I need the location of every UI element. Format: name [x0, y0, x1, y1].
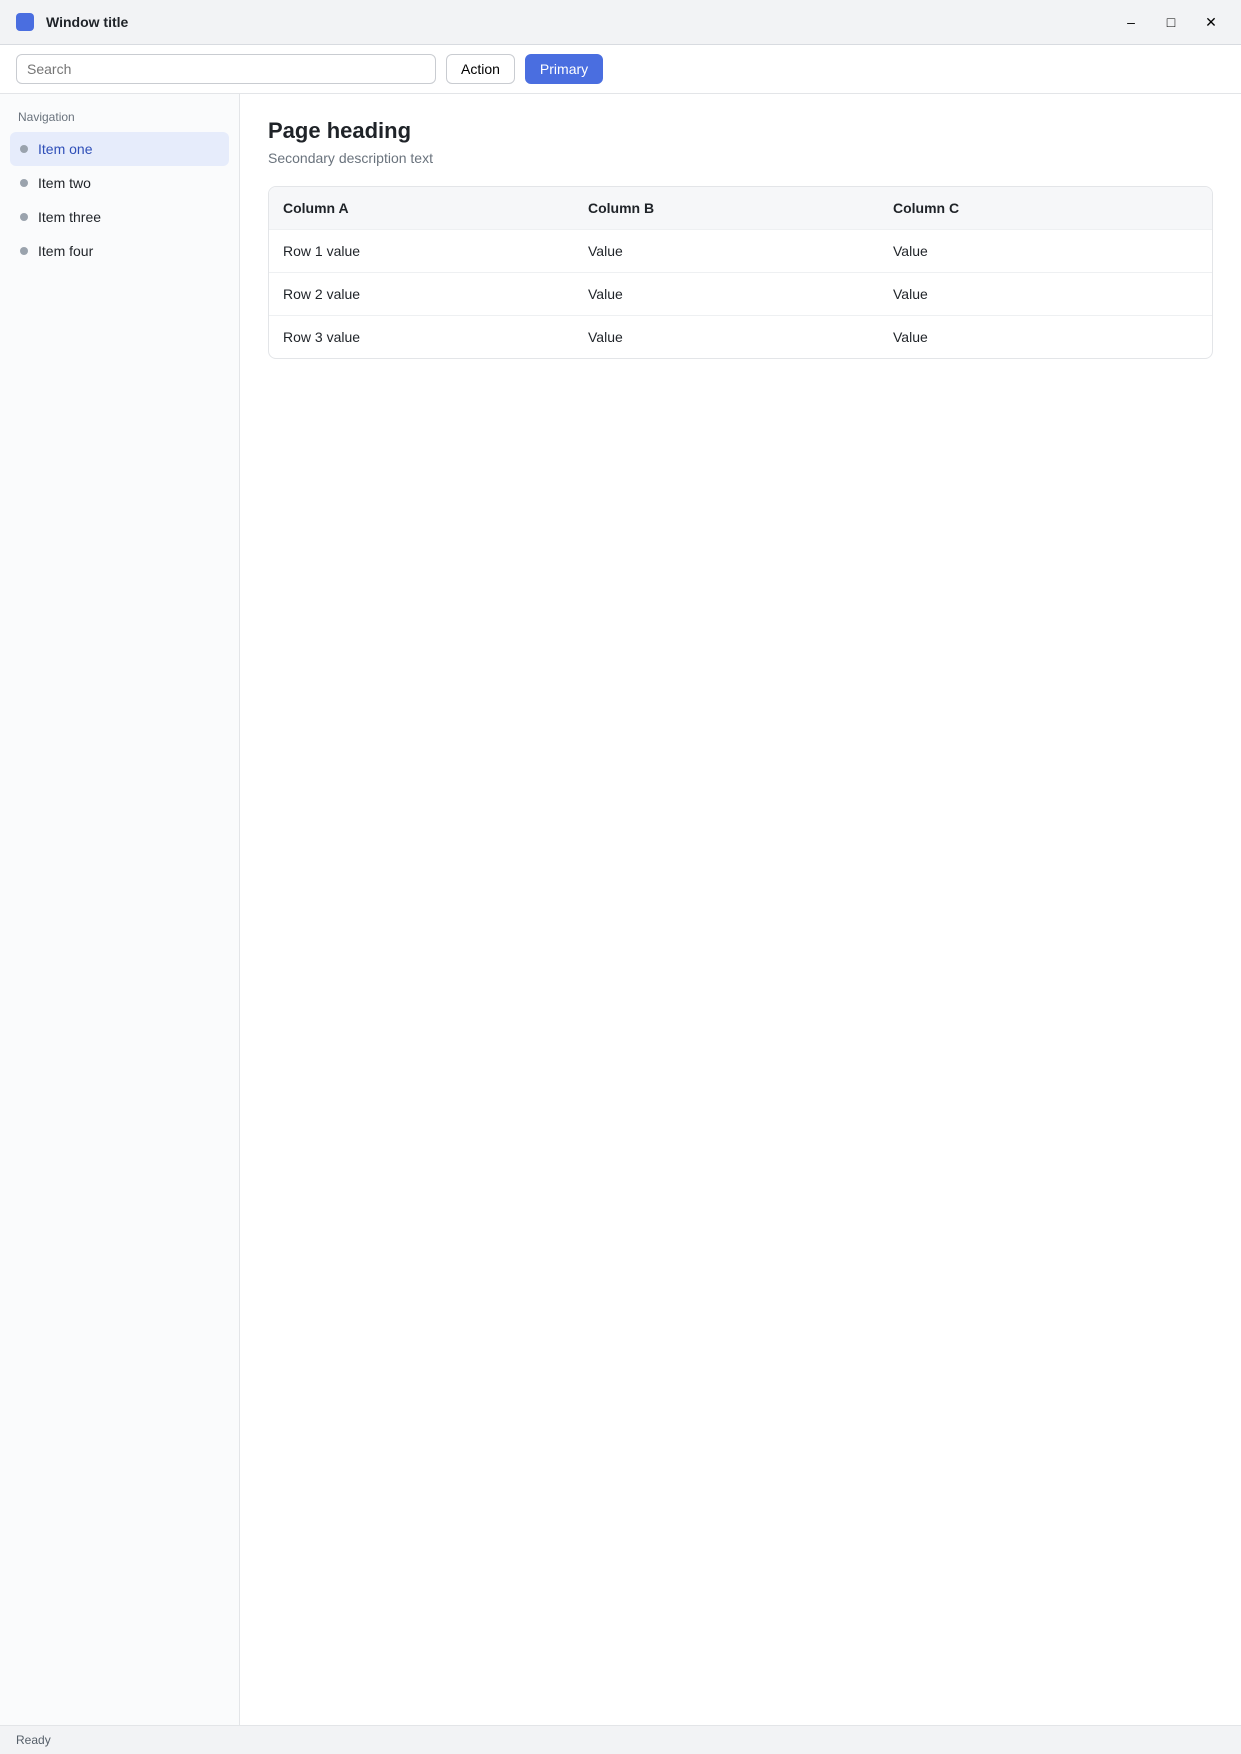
- column-header: Column C: [893, 200, 960, 216]
- sidebar-item[interactable]: [10, 200, 229, 234]
- app-icon: [16, 13, 34, 31]
- sidebar-item-label: Item four: [38, 243, 94, 259]
- table-cell: Row 1 value: [283, 243, 361, 259]
- window-title: Window title: [46, 14, 129, 30]
- table-cell: Value: [588, 329, 623, 345]
- bullet-icon: [20, 145, 28, 153]
- data-table: [268, 186, 1213, 359]
- minimize-button[interactable]: –: [1117, 10, 1145, 34]
- status-text: Ready: [16, 1733, 51, 1747]
- table-header: [269, 187, 1212, 229]
- sidebar-item-label: Item one: [38, 141, 93, 157]
- primary-button[interactable]: Primary: [525, 54, 603, 84]
- bullet-icon: [20, 179, 28, 187]
- title-bar: [0, 0, 1241, 45]
- sidebar-section-label: Navigation: [18, 110, 75, 124]
- page-title: Page heading: [268, 118, 412, 143]
- toolbar: [0, 45, 1241, 94]
- table-cell: Value: [588, 243, 623, 259]
- bullet-icon: [20, 247, 28, 255]
- maximize-button[interactable]: □: [1157, 10, 1185, 34]
- table-cell: Row 3 value: [283, 329, 361, 345]
- column-header: Column B: [588, 200, 655, 216]
- table-cell: Value: [588, 286, 623, 302]
- sidebar-item[interactable]: [10, 132, 229, 166]
- close-button[interactable]: ✕: [1197, 10, 1225, 34]
- search-input[interactable]: [16, 54, 436, 84]
- page-subtitle: Secondary description text: [268, 150, 433, 166]
- table-cell: Value: [893, 286, 928, 302]
- action-button[interactable]: Action: [446, 54, 515, 84]
- sidebar: [0, 94, 240, 1725]
- table-row[interactable]: [269, 229, 1212, 272]
- bullet-icon: [20, 213, 28, 221]
- column-header: Column A: [283, 200, 349, 216]
- table-row[interactable]: [269, 315, 1212, 358]
- main-panel: [240, 94, 1241, 1725]
- table-cell: Value: [893, 243, 928, 259]
- sidebar-item[interactable]: [10, 166, 229, 200]
- sidebar-item-label: Item three: [38, 209, 102, 225]
- content-area: [0, 94, 1241, 1725]
- table-cell: Row 2 value: [283, 286, 361, 302]
- sidebar-item-label: Item two: [38, 175, 91, 191]
- status-bar: [0, 1725, 1241, 1754]
- table-cell: Value: [893, 329, 928, 345]
- sidebar-item[interactable]: [10, 234, 229, 268]
- sidebar-list: [10, 132, 229, 268]
- table-row[interactable]: [269, 272, 1212, 315]
